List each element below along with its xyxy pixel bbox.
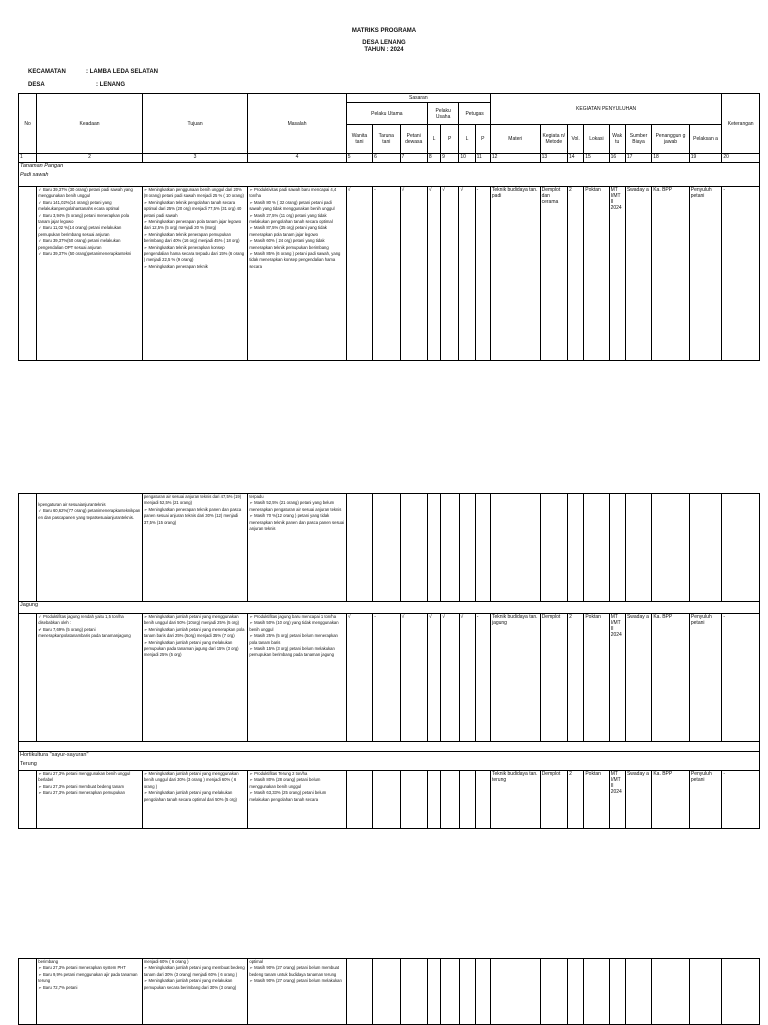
padi-cont-tujuan-cell bbox=[142, 494, 248, 602]
list-item: ➢ Baru 27,3% petani membuat bedeng tanam bbox=[38, 783, 124, 789]
materi-cell: Teknik budidaya tan. terung bbox=[490, 771, 540, 829]
section-jagung: Jagung bbox=[19, 602, 760, 614]
list-item: optimal bbox=[249, 959, 263, 964]
lokasi-cell: Poktan bbox=[584, 771, 609, 829]
col-number: 1 bbox=[19, 154, 37, 163]
pj-cell: Ka. BPP bbox=[652, 771, 690, 829]
terung-masalah-cell bbox=[248, 771, 346, 829]
keterangan-cell: - bbox=[722, 187, 760, 361]
mark-cell: √ bbox=[346, 614, 372, 742]
list-item: ➢ Meningkatkan penggunaan benih unggul dari 20% (8 orang) petani padi sawah menjadi 25 % ( 10 orang) bbox=[143, 187, 244, 199]
list-item: ✓ Baru 39,37% (30 orang) petani padi sawah yang menggunakan benih unggul bbox=[38, 187, 133, 199]
terung-tujuan-cell bbox=[142, 771, 248, 829]
mark-cell: - bbox=[475, 187, 490, 361]
list-item: ✔ Baru 7,69% (5 orang) petani menerapkanpolatanambaris pada tanamanjagung bbox=[38, 626, 131, 639]
kecamatan-value: : LAMBA LEDA SELATAN bbox=[86, 69, 158, 75]
col-waktu: Wak tu bbox=[609, 125, 625, 154]
list-item: ➢ Baru 9,9% petani menggunakan ajir pada tanaman terung bbox=[38, 971, 138, 984]
col-masalah: Masalah bbox=[248, 94, 346, 154]
lokasi-cell: Poktan bbox=[584, 614, 609, 742]
materi-cell: Teknik budidaya tan. padi bbox=[490, 187, 540, 361]
programa-table-3 bbox=[18, 958, 760, 1025]
row-no bbox=[19, 494, 37, 602]
mark-cell: √ bbox=[400, 187, 427, 361]
col-usaha-l: L bbox=[427, 125, 440, 154]
jagung-keadaan-cell bbox=[37, 614, 143, 742]
section-row bbox=[19, 163, 760, 173]
list-item: ✓ Baru 39,37%(50 orang) petani melakukan pengendalian OPT sesuai anjuran bbox=[38, 238, 121, 250]
list-item: ➢ Meningkatkan teknik pengolahan tanah secara optimal dari 25% (20 org) menjadi 77,5% (31 org) 40 petani padi sawah bbox=[143, 199, 242, 218]
keterangan-cell: - bbox=[722, 771, 760, 829]
doc-village: DESA LENANG bbox=[362, 40, 406, 46]
mark-cell: √ bbox=[459, 187, 475, 361]
list-item: ➢ Masih 70 %(12 orang ) petani yang tidak menerapkan teknik panen dan pasca panen sesuai anjuran teknis bbox=[249, 513, 345, 532]
list-item: ➢ Meningkatkan teknik penerapan pemupukan berimbang dari 40% (16 org) menjadi 45% ( 18 org) bbox=[143, 231, 240, 244]
list-item: ➢ Meningkatkan jumlah petani yang menggunakan benih unggul dari 50% (10org) menjadi 25% (5 org) bbox=[143, 614, 240, 626]
lokasi-cell: Poktan bbox=[584, 187, 609, 361]
sumber-cell: Swaday a bbox=[625, 614, 651, 742]
section-hortikultura: Hortikultura "sayur-sayuran" bbox=[19, 752, 760, 762]
col-pelaku-usaha: Pelaku Usaha bbox=[427, 103, 458, 125]
list-item: ✓ Baru 141,02%(14 orang) petani yang melakukanpengolahantanahs ecara optimal bbox=[38, 199, 120, 212]
col-number: 3 bbox=[142, 154, 248, 163]
col-pelaku-utama: Pelaku Utama bbox=[346, 103, 427, 125]
col-number: 10 bbox=[459, 154, 475, 163]
col-number: 6 bbox=[373, 154, 400, 163]
mark-cell: √ bbox=[428, 614, 441, 742]
list-item: ➢ Masih 85% (6 orang ) petani padi sawah, yang tidak menerapkan konsep pengendalian hama secara bbox=[249, 251, 341, 269]
row-no bbox=[19, 614, 37, 742]
mark-cell: - bbox=[475, 614, 490, 742]
list-item: ➢ Meningkatkan penerapan teknik bbox=[143, 263, 208, 269]
col-pelaksana: Pelaksan a bbox=[689, 125, 722, 154]
jagung-tujuan-cell bbox=[142, 614, 248, 742]
pelaksana-cell: Penyuluh petani bbox=[689, 187, 722, 361]
waktu-cell: MT I/MT II 2024 bbox=[609, 614, 625, 742]
list-item: ➢ Baru 27,3% petani menerapkan pemupukan bbox=[38, 790, 125, 796]
col-petani-dewasa: Petani dewasa bbox=[400, 125, 427, 154]
jagung-masalah-cell bbox=[248, 614, 346, 742]
list-item: ➢ Meningkatkan penerapan pola tanam jajar legowo dari 12,5% (5 org) menjadi 20 % (8org) bbox=[143, 219, 242, 231]
pelaksana-cell: Penyuluh petani bbox=[689, 614, 721, 742]
sumber-cell: Swaday a bbox=[625, 187, 651, 361]
col-number: 13 bbox=[540, 154, 567, 163]
pj-cell: Ka. BPP bbox=[652, 614, 690, 742]
list-item: ➢ Masih 50% (10 org) yang tidak menggunakan benih unggul bbox=[249, 620, 339, 632]
padi-tujuan-cell bbox=[142, 187, 248, 361]
list-item: ➢ Masih 60% ( 24 org) petani yang tidak menerapkan teknik pemupukan berimbang bbox=[249, 238, 329, 250]
metode-cell: Demplot bbox=[540, 771, 567, 829]
section-tanaman-pangan: Tanaman Pangan bbox=[19, 163, 760, 173]
col-number: 12 bbox=[490, 154, 540, 163]
desa-label: DESA bbox=[28, 82, 45, 88]
col-sumber-biaya: Sumber Biaya bbox=[625, 125, 651, 154]
list-item: ➢ Masih 80 % ( 32 orang) petani petani padi sawah yang tidak menggunakan benih unggul bbox=[249, 199, 335, 212]
terung-row bbox=[19, 771, 760, 829]
section-row bbox=[19, 752, 760, 762]
list-item: ➢ Meningkatkan jumlah petani yang melakukan pemupukan pada tanaman jagung dari 15% (3 org) menjadi 25% (5 org) bbox=[143, 639, 239, 658]
section-row bbox=[19, 602, 760, 614]
desa-value: : LENANG bbox=[96, 82, 125, 88]
mark-cell: √ bbox=[441, 187, 459, 361]
terung-cont-tujuan-cell bbox=[142, 959, 248, 1025]
section-terung: Terung bbox=[19, 761, 760, 771]
col-taruna-tani: Taruna tani bbox=[373, 125, 400, 154]
list-item: pengaturan air sesuai anjuran teknis dari 47,5% (19) menjadi 52,5% (21 orang) bbox=[143, 494, 242, 506]
vol-cell: 2 bbox=[568, 187, 584, 361]
mark-cell: √ bbox=[427, 187, 440, 361]
col-number: 16 bbox=[609, 154, 625, 163]
metode-cell: Demplot dan cerama bbox=[540, 187, 567, 361]
col-no: No bbox=[19, 94, 37, 154]
col-materi: Materi bbox=[490, 125, 540, 154]
col-keadaan: Keadaan bbox=[37, 94, 143, 154]
list-item: ➢ Masih 27,5% (11 org) petani yang tidak melakukan pengolahan tanah secara optimal bbox=[249, 212, 333, 225]
col-petugas: Petugas bbox=[459, 103, 491, 125]
col-kegiatan: KEGIATAN PENYULUHAN bbox=[490, 94, 721, 125]
padi-keadaan-cell bbox=[37, 187, 143, 361]
spacer-row bbox=[19, 742, 760, 752]
col-keterangan: Keterangan bbox=[722, 94, 760, 154]
jagung-row bbox=[19, 614, 760, 742]
padi-masalah-cell bbox=[248, 187, 346, 361]
column-number-row bbox=[19, 154, 760, 163]
sumber-cell: Swaday a bbox=[625, 771, 651, 829]
row-no bbox=[19, 187, 37, 361]
col-number: 14 bbox=[568, 154, 584, 163]
mark-cell: √ bbox=[400, 614, 427, 742]
list-item: ➢ Masih 80% (28 orang) petani belum menggunakan benih unggul bbox=[249, 777, 321, 789]
keterangan-cell: - bbox=[722, 614, 760, 742]
mark-cell: - bbox=[373, 614, 400, 742]
metode-cell: Demplot bbox=[540, 614, 567, 742]
list-item: ✓ Baru 60,62%(77 orang) petanimenerapkanteknikpan en dan pascapanen yang tepatsesuaianjuranteknis. bbox=[38, 508, 141, 520]
col-penanggung-jawab: Penanggun g jawab bbox=[652, 125, 690, 154]
list-item: terpadu bbox=[249, 494, 264, 499]
list-item: ➢ Baru 27,3% petani menerapkan system PHT bbox=[38, 965, 126, 971]
col-lokasi: Lokasi bbox=[584, 125, 609, 154]
col-number: 11 bbox=[475, 154, 490, 163]
col-sasaran: Sasaran bbox=[346, 94, 490, 103]
col-number: 19 bbox=[689, 154, 722, 163]
list-item: ✓ Baru 3,94% (5 orang) petani menerapkan pola tanam jajar legowo bbox=[38, 212, 130, 225]
list-item: menjadi 60% ( 6 orang ) bbox=[143, 959, 189, 964]
row-no bbox=[19, 959, 37, 1025]
col-petugas-l: L bbox=[459, 125, 475, 154]
col-number: 9 bbox=[441, 154, 459, 163]
col-number: 5 bbox=[346, 154, 372, 163]
list-item: ➢ Baru 27,3% petani menggunakan benih unggul berlabel bbox=[38, 771, 131, 783]
padi-cont-row bbox=[19, 494, 760, 602]
list-item: ➢ Masih 25% (5 org) petani belum menerapkan pola tanam baris bbox=[249, 633, 338, 645]
list-item: ➢ Masih 15% (3 org) petani belum melakukan pemupukan berimbang pada tanaman jagung bbox=[249, 646, 335, 658]
padi-cont-masalah-cell bbox=[248, 494, 346, 602]
padi-cont-keadaan-cell bbox=[37, 494, 143, 602]
terung-cont-row bbox=[19, 959, 760, 1025]
list-item: ✓ Baru 11,02 %(14 orang) petani melakukan pemupukan berimbang sesuai anjuran bbox=[38, 225, 122, 237]
list-item: ➢ Produktivitas padi sawah baru mencapai 4,4 ton/ha bbox=[249, 187, 337, 199]
terung-keadaan-cell bbox=[37, 771, 143, 829]
list-item: kpengaturan air sesuaianjuranteknis bbox=[38, 502, 106, 507]
terung-cont-keadaan-cell bbox=[37, 959, 143, 1025]
mark-cell: - bbox=[373, 187, 400, 361]
list-item: ➢ Meningkatkan jumlah petani yang melakukan pemupukan secara berimbang dari 30% (3 orang) bbox=[143, 978, 237, 990]
list-item: ➢ Produktifitas Terung 2 ton/ha bbox=[249, 771, 308, 776]
mark-cell: √ bbox=[441, 614, 459, 742]
col-metode: Kegiata n/ Metode bbox=[540, 125, 567, 154]
list-item: ✓ Baru 39,37% (50 orang)petanimenerapkantekni bbox=[38, 251, 132, 257]
col-petugas-p: P bbox=[475, 125, 490, 154]
col-usaha-p: P bbox=[441, 125, 459, 154]
waktu-cell: MT I/MT II 2024 bbox=[609, 771, 625, 829]
list-item: ➢ Meningkatkan jumlah petani yang melakukan pengolahan tanah secara optimal dari 50% (5 org) bbox=[143, 790, 237, 802]
list-item: ➢ Meningkatkan teknik penerapkan konsep pengendalian hama secara terpadu dari 15% (6 orang ) menjadi 22,5 % (9 orang) bbox=[143, 244, 245, 263]
col-vol: Vol. bbox=[568, 125, 584, 154]
pj-cell: Ka. BPP bbox=[652, 187, 690, 361]
list-item: ➢ Meningkatkan penerapan teknik panen dan pasca panen sesuai anjuran teknis dari 30% (12) menjadi 37,5% (15 orang) bbox=[143, 506, 242, 525]
col-number: 2 bbox=[37, 154, 143, 163]
pelaksana-cell: Penyuluh petani bbox=[689, 771, 721, 829]
materi-cell: Teknik budidaya tan. jagung bbox=[490, 614, 540, 742]
list-item: ➢ Baru 72,7% petani bbox=[38, 984, 78, 990]
doc-year: TAHUN : 2024 bbox=[364, 47, 404, 53]
section-row bbox=[19, 761, 760, 771]
col-tujuan: Tujuan bbox=[142, 94, 248, 154]
col-number: 17 bbox=[625, 154, 651, 163]
vol-cell: 2 bbox=[568, 614, 584, 742]
col-number: 8 bbox=[427, 154, 440, 163]
list-item: ➢ Masih 87,5% (35 org) petani yang tidak menerapkan pola tanam jajar legowo bbox=[249, 225, 327, 237]
programa-table-2 bbox=[18, 493, 760, 829]
programa-table-1 bbox=[18, 93, 760, 361]
section-padi-sawah: Padi sawah bbox=[19, 172, 760, 187]
mark-cell: √ bbox=[459, 614, 475, 742]
list-item: ➢ Masih 52,5% (21 orang) petani yang belum menerapkan pengaturan air sesuai anjuran teknis bbox=[249, 500, 342, 512]
list-item: ➢ Meningkatkan jumlah petani yang membuat bedeng tanam dari 30% (3 orang) menjadi 60% ( 6 orang ) bbox=[143, 965, 245, 977]
col-number: 18 bbox=[652, 154, 690, 163]
section-row bbox=[19, 172, 760, 187]
list-item: ➢ Meningkatkan jumlah petani yang menggunakan benih unggul dari 30% (3 orang ) menjadi 60% ( 6 orang ) bbox=[143, 771, 239, 789]
list-item: ➢ Produktifitas jagung baru mencapai 1 ton/ha bbox=[249, 614, 337, 619]
list-item: ➢ Meningkatkan jumlah petani yang menerapkan pola tanam baris dari 25% (5org) menjadi 35% (7 org) bbox=[143, 626, 245, 639]
list-item: ➢ Masih 63,33% (25 orang) petani belum melakukan pengolahan tanah secara bbox=[249, 790, 327, 802]
col-number: 20 bbox=[722, 154, 760, 163]
terung-cont-masalah-cell bbox=[248, 959, 346, 1025]
list-item: ➢ Masih 90% (27 orang) petani belum melakukan bbox=[249, 978, 342, 984]
mark-cell: √ bbox=[346, 187, 372, 361]
col-number: 15 bbox=[584, 154, 609, 163]
vol-cell: 2 bbox=[568, 771, 584, 829]
kecamatan-label: KECAMATAN bbox=[28, 69, 66, 75]
list-item: ➢ Masih 90% (27 orang) petani belum membuat bedeng tanam untuk budidaya tanaman terung bbox=[249, 965, 340, 977]
row-no bbox=[19, 771, 37, 829]
col-number: 4 bbox=[248, 154, 346, 163]
col-number: 7 bbox=[400, 154, 427, 163]
waktu-cell: MT I/MT II 2024 bbox=[609, 187, 625, 361]
list-item: berimbang bbox=[38, 959, 59, 964]
doc-title: MATRIKS PROGRAMA bbox=[351, 28, 417, 34]
padi-row bbox=[19, 187, 760, 361]
list-item: ✓ Produktifitas jagung rendah yaitu 1,5 ton/ha disebabkan oleh : bbox=[38, 614, 124, 626]
col-wanita-tani: Wanita tani bbox=[346, 125, 372, 154]
